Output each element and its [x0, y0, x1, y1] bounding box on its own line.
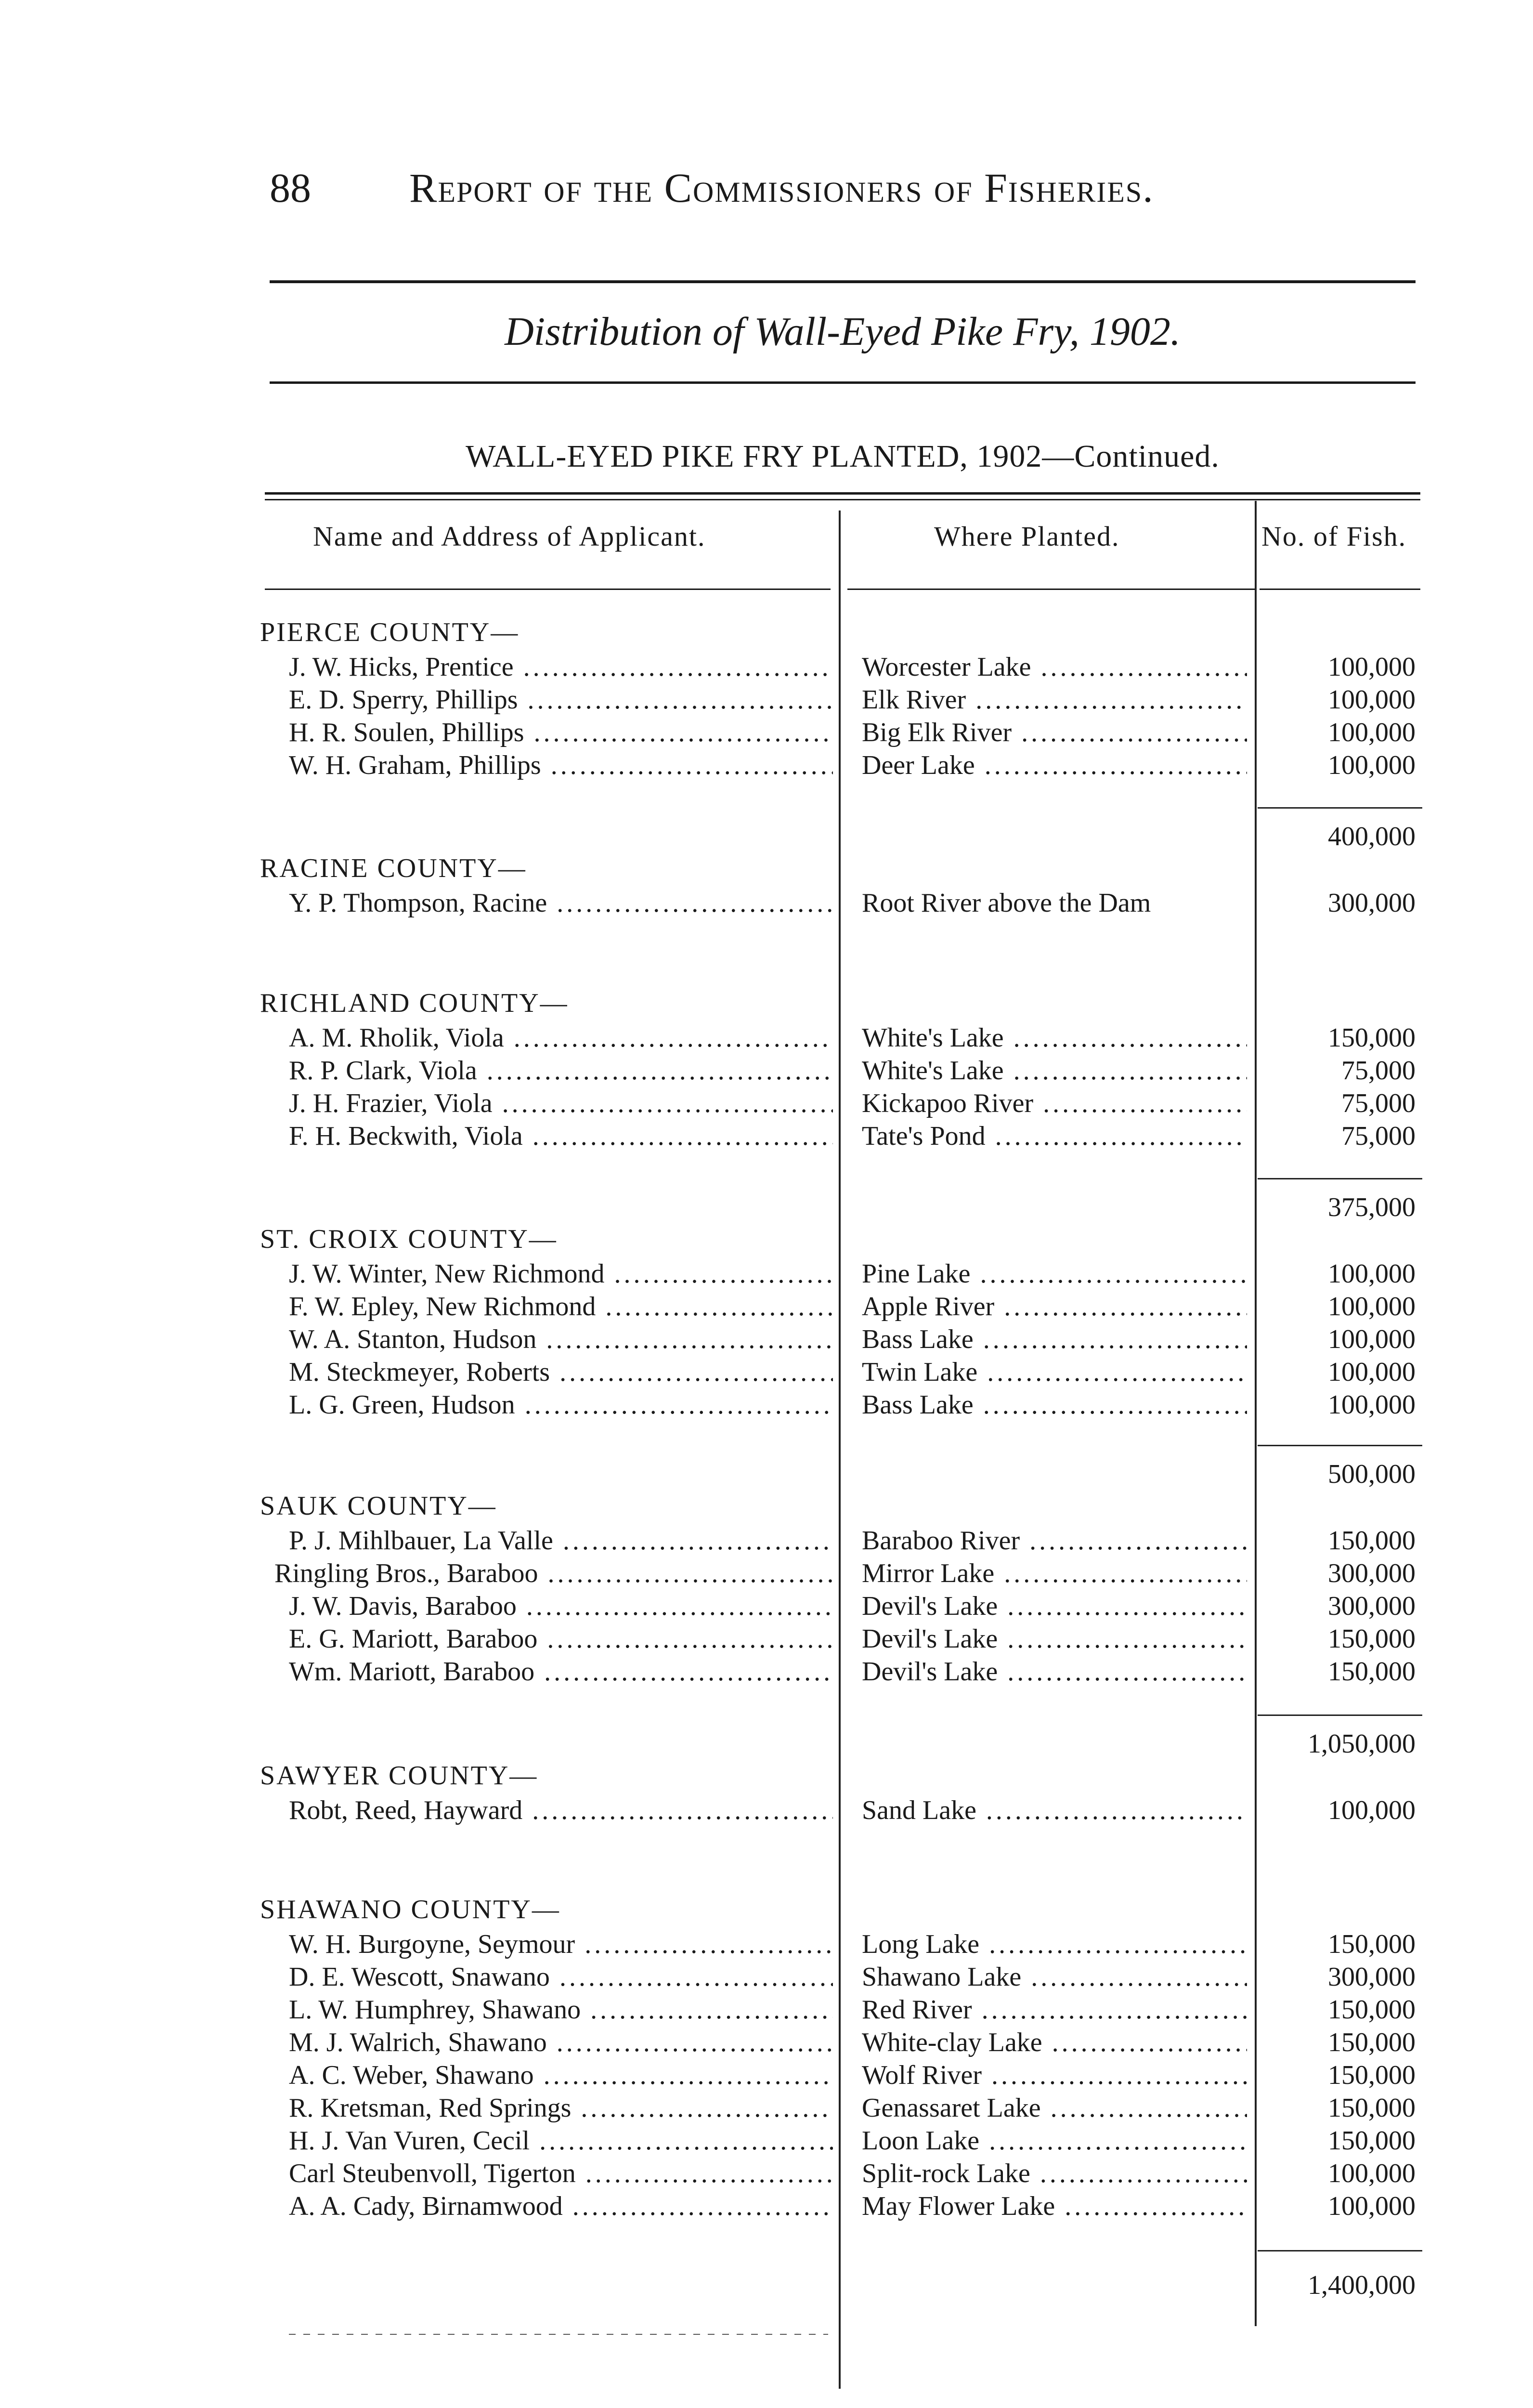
applicant-name: D. E. Wescott, Snawano .....	[289, 1961, 833, 1993]
applicant-name: Robt, Reed, Hayward .....	[289, 1794, 833, 1826]
fish-count: 150,000	[1328, 2093, 1416, 2123]
applicant-name: J. H. Frazier, Viola .....	[289, 1087, 833, 1119]
running-title: Report of the Commissioners of Fisheries.	[409, 165, 1154, 211]
planting-place: Twin Lake .....	[862, 1356, 1247, 1388]
fish-count: 100,000	[1328, 685, 1416, 715]
applicant-name: Y. P. Thompson, Racine .....	[289, 887, 833, 919]
county-heading: RACINE COUNTY—	[260, 853, 527, 883]
column-header-fish: No. of Fish.	[1261, 521, 1407, 552]
planting-place: Worcester Lake .....	[862, 651, 1247, 683]
table-row	[0, 1656, 1533, 1688]
applicant-name: J. W. Hicks, Prentice .....	[289, 651, 833, 683]
planting-place: Devil's Lake .....	[862, 1623, 1247, 1655]
header-underline-fish	[1260, 589, 1420, 590]
fish-count: 100,000	[1328, 1324, 1416, 1354]
applicant-name: J. W. Davis, Baraboo .....	[289, 1590, 833, 1622]
table-row	[0, 1994, 1533, 2026]
county-heading: PIERCE COUNTY—	[260, 617, 520, 647]
applicant-name: R. P. Clark, Viola .....	[289, 1055, 833, 1086]
fish-count: 150,000	[1328, 1995, 1416, 2025]
fish-count: 100,000	[1328, 1357, 1416, 1387]
applicant-name: W. H. Graham, Phillips .....	[289, 749, 833, 781]
table-row	[0, 1087, 1533, 1119]
planting-place: Devil's Lake .....	[862, 1656, 1247, 1688]
planting-place: Bass Lake .....	[862, 1323, 1247, 1355]
table-row	[0, 1022, 1533, 1054]
subtitle-rule	[270, 381, 1416, 384]
top-rule	[270, 280, 1416, 283]
table-row	[0, 2190, 1533, 2222]
planting-place: Tate's Pond .....	[862, 1120, 1247, 1152]
planting-place: Loon Lake .....	[862, 2125, 1247, 2157]
subtitle: Distribution of Wall-Eyed Pike Fry, 1902.	[505, 309, 1181, 354]
fish-count: 150,000	[1328, 1526, 1416, 1556]
planting-place: Deer Lake .....	[862, 749, 1247, 781]
table-row	[0, 749, 1533, 781]
county-total: 1,050,000	[1308, 1729, 1416, 1759]
table-top-rule-1	[265, 492, 1420, 495]
table-row	[0, 684, 1533, 716]
applicant-name: R. Kretsman, Red Springs .....	[289, 2092, 833, 2124]
applicant-name: M. J. Walrich, Shawano .....	[289, 2027, 833, 2058]
table-row	[0, 1557, 1533, 1589]
fish-count: 100,000	[1328, 1795, 1416, 1825]
planting-place: Kickapoo River .....	[862, 1087, 1247, 1119]
applicant-name: F. W. Epley, New Richmond .....	[289, 1291, 833, 1322]
table-row	[0, 1961, 1533, 1993]
county-heading: SAUK COUNTY—	[260, 1491, 497, 1521]
header-underline-name	[265, 589, 831, 590]
table-row	[0, 2027, 1533, 2058]
planting-place: Split-rock Lake .....	[862, 2158, 1247, 2189]
planting-place: White-clay Lake .....	[862, 2027, 1247, 2058]
table-row	[0, 1055, 1533, 1086]
planting-place: Red River .....	[862, 1994, 1247, 2026]
applicant-name: A. C. Weber, Shawano .....	[289, 2059, 833, 2091]
table-row	[0, 651, 1533, 683]
applicant-name: P. J. Mihlbauer, La Valle .....	[289, 1525, 833, 1557]
applicant-name: F. H. Beckwith, Viola .....	[289, 1120, 833, 1152]
planting-place: Bass Lake .....	[862, 1389, 1247, 1421]
table-row	[0, 2059, 1533, 2091]
planting-place: White's Lake .....	[862, 1055, 1247, 1086]
bottom-dotted-rule	[289, 2334, 828, 2335]
table-row	[0, 1389, 1533, 1421]
planting-place: Genassaret Lake .....	[862, 2092, 1247, 2124]
fish-count: 150,000	[1328, 1657, 1416, 1687]
table-row	[0, 2158, 1533, 2189]
applicant-name: E. G. Mariott, Baraboo .....	[289, 1623, 833, 1655]
table-row	[0, 1590, 1533, 1622]
planting-place: Wolf River .....	[862, 2059, 1247, 2091]
table-row	[0, 887, 1533, 919]
planting-place: Mirror Lake .....	[862, 1557, 1247, 1589]
table-title: WALL-EYED PIKE FRY PLANTED, 1902—Continued.	[466, 439, 1220, 474]
table-row	[0, 2125, 1533, 2157]
county-heading: SAWYER COUNTY—	[260, 1761, 538, 1791]
planting-place: Sand Lake .....	[862, 1794, 1247, 1826]
applicant-name: A. A. Cady, Birnamwood .....	[289, 2190, 833, 2222]
planting-place: White's Lake .....	[862, 1022, 1247, 1054]
table-row	[0, 717, 1533, 748]
table-row	[0, 1794, 1533, 1826]
applicant-name: H. J. Van Vuren, Cecil .....	[289, 2125, 833, 2157]
planting-place: Baraboo River .....	[862, 1525, 1247, 1557]
table-row	[0, 1291, 1533, 1322]
applicant-name: Carl Steubenvoll, Tigerton .....	[289, 2158, 833, 2189]
table-top-rule-2	[265, 499, 1420, 500]
table-row	[0, 1120, 1533, 1152]
subtotal-rule	[1258, 2250, 1422, 2251]
fish-count: 150,000	[1328, 2028, 1416, 2057]
applicant-name: L. G. Green, Hudson .....	[289, 1389, 833, 1421]
fish-count: 100,000	[1328, 750, 1416, 780]
applicant-name: W. A. Stanton, Hudson .....	[289, 1323, 833, 1355]
subtotal-rule	[1258, 807, 1422, 809]
applicant-name: J. W. Winter, New Richmond .....	[289, 1258, 833, 1290]
county-heading: RICHLAND COUNTY—	[260, 988, 569, 1018]
fish-count: 100,000	[1328, 718, 1416, 747]
fish-count: 150,000	[1328, 1929, 1416, 1959]
fish-count: 75,000	[1341, 1056, 1416, 1086]
fish-count: 75,000	[1341, 1121, 1416, 1151]
planting-place: Apple River .....	[862, 1291, 1247, 1322]
county-total: 500,000	[1328, 1459, 1416, 1489]
fish-count: 300,000	[1328, 1591, 1416, 1621]
planting-place: May Flower Lake .....	[862, 2190, 1247, 2222]
county-total: 375,000	[1328, 1192, 1416, 1222]
table-row	[0, 1623, 1533, 1655]
subtotal-rule	[1258, 1445, 1422, 1446]
planting-place: Long Lake .....	[862, 1928, 1247, 1960]
planting-place: Shawano Lake .....	[862, 1961, 1247, 1993]
fish-count: 150,000	[1328, 2060, 1416, 2090]
planting-place: Big Elk River .....	[862, 717, 1247, 748]
header-underline-place	[847, 589, 1257, 590]
fish-count: 100,000	[1328, 1390, 1416, 1420]
applicant-name: M. Steckmeyer, Roberts .....	[289, 1356, 833, 1388]
subtotal-rule	[1258, 1714, 1422, 1716]
applicant-name: E. D. Sperry, Phillips .....	[289, 684, 833, 716]
applicant-name: A. M. Rholik, Viola .....	[289, 1022, 833, 1054]
table-row	[0, 1928, 1533, 1960]
table-row	[0, 1323, 1533, 1355]
fish-count: 150,000	[1328, 1023, 1416, 1053]
applicant-name: Wm. Mariott, Baraboo .....	[289, 1656, 833, 1688]
planting-place: Devil's Lake .....	[862, 1590, 1247, 1622]
subtotal-rule	[1258, 1178, 1422, 1179]
page-number: 88	[270, 165, 311, 211]
planting-place: Elk River .....	[862, 684, 1247, 716]
fish-count: 75,000	[1341, 1088, 1416, 1118]
applicant-name: L. W. Humphrey, Shawano .....	[289, 1994, 833, 2026]
planting-place: Pine Lake .....	[862, 1258, 1247, 1290]
fish-count: 300,000	[1328, 1962, 1416, 1992]
table-row	[0, 2092, 1533, 2124]
fish-count: 100,000	[1328, 2191, 1416, 2221]
column-header-name: Name and Address of Applicant.	[313, 521, 706, 552]
fish-count: 150,000	[1328, 1624, 1416, 1654]
table-row	[0, 1356, 1533, 1388]
applicant-name: W. H. Burgoyne, Seymour .....	[289, 1928, 833, 1960]
county-heading: SHAWANO COUNTY—	[260, 1895, 560, 1924]
planting-place: Root River above the Dam	[862, 888, 1151, 918]
applicant-name: Ringling Bros., Baraboo .....	[274, 1557, 833, 1589]
fish-count: 300,000	[1328, 888, 1416, 918]
fish-count: 300,000	[1328, 1558, 1416, 1588]
fish-count: 100,000	[1328, 652, 1416, 682]
county-heading: ST. CROIX COUNTY—	[260, 1224, 558, 1254]
fish-count: 100,000	[1328, 1259, 1416, 1289]
county-total: 400,000	[1328, 822, 1416, 851]
column-header-place: Where Planted.	[934, 521, 1120, 552]
running-head	[270, 164, 1416, 222]
applicant-name: H. R. Soulen, Phillips .....	[289, 717, 833, 748]
county-total: 1,400,000	[1308, 2270, 1416, 2300]
fish-count: 150,000	[1328, 2126, 1416, 2156]
fish-count: 100,000	[1328, 2159, 1416, 2188]
table-row	[0, 1525, 1533, 1557]
table-row	[0, 1258, 1533, 1290]
fish-count: 100,000	[1328, 1292, 1416, 1322]
